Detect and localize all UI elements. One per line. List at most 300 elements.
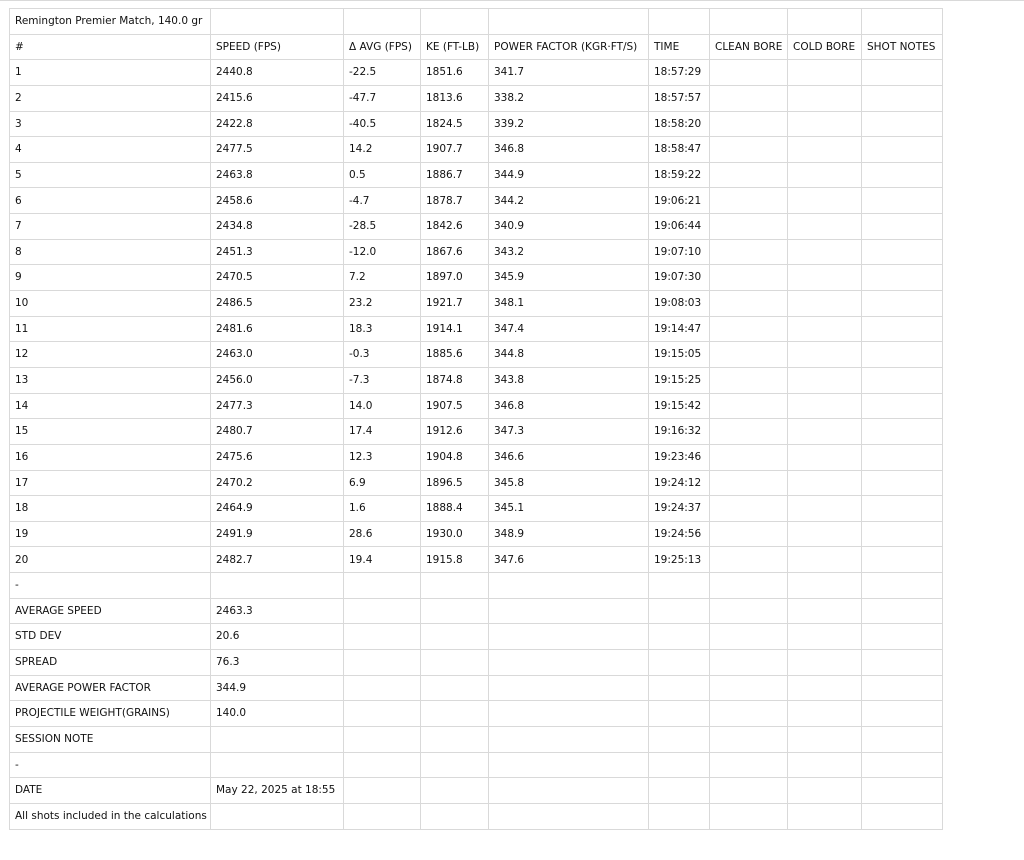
shot-notes-cell <box>862 393 943 419</box>
delta-avg-cell: 14.0 <box>344 393 421 419</box>
ke-cell: 1930.0 <box>421 521 489 547</box>
time-cell: 18:58:20 <box>649 111 710 137</box>
summary-label: SPREAD <box>10 650 211 676</box>
ke-cell: 1867.6 <box>421 239 489 265</box>
summary-label: AVERAGE SPEED <box>10 598 211 624</box>
delta-avg-cell: 0.5 <box>344 162 421 188</box>
cold-bore-cell <box>788 547 862 573</box>
power-factor-cell: 346.8 <box>489 393 649 419</box>
delta-avg-cell: 28.6 <box>344 521 421 547</box>
delta-avg-cell: -4.7 <box>344 188 421 214</box>
power-factor-cell: 345.8 <box>489 470 649 496</box>
summary-value: 344.9 <box>211 675 344 701</box>
empty-cell <box>489 598 649 624</box>
empty-cell <box>788 675 862 701</box>
shot-data-table <box>9 8 943 830</box>
ke-cell: 1896.5 <box>421 470 489 496</box>
shot-row <box>10 188 943 214</box>
empty-cell <box>421 650 489 676</box>
shot-row <box>10 162 943 188</box>
empty-cell <box>649 675 710 701</box>
empty-cell <box>649 573 710 599</box>
shot-number-cell: 15 <box>10 419 211 445</box>
empty-cell <box>421 803 489 829</box>
empty-cell <box>489 778 649 804</box>
shot-row <box>10 444 943 470</box>
delta-avg-cell: 7.2 <box>344 265 421 291</box>
shot-row <box>10 547 943 573</box>
delta-avg-cell: 6.9 <box>344 470 421 496</box>
delta-avg-cell: -28.5 <box>344 214 421 240</box>
shot-row <box>10 265 943 291</box>
power-factor-cell: 345.9 <box>489 265 649 291</box>
speed-cell: 2470.5 <box>211 265 344 291</box>
empty-cell <box>489 675 649 701</box>
empty-cell <box>862 726 943 752</box>
ke-cell: 1886.7 <box>421 162 489 188</box>
empty-cell <box>710 701 788 727</box>
empty-cell <box>710 726 788 752</box>
header-delta-avg: Δ AVG (FPS) <box>344 34 421 60</box>
header-clean-bore: CLEAN BORE <box>710 34 788 60</box>
shot-number-cell: 14 <box>10 393 211 419</box>
clean-bore-cell <box>710 393 788 419</box>
ke-cell: 1907.7 <box>421 137 489 163</box>
time-cell: 19:16:32 <box>649 419 710 445</box>
empty-cell <box>788 778 862 804</box>
power-factor-cell: 346.8 <box>489 137 649 163</box>
empty-cell <box>344 701 421 727</box>
empty-cell <box>421 598 489 624</box>
time-cell: 19:24:37 <box>649 496 710 522</box>
delta-avg-cell: -7.3 <box>344 367 421 393</box>
ke-cell: 1851.6 <box>421 60 489 86</box>
shot-notes-cell <box>862 85 943 111</box>
speed-cell: 2482.7 <box>211 547 344 573</box>
empty-cell <box>862 573 943 599</box>
empty-cell <box>862 778 943 804</box>
shot-number-cell: 17 <box>10 470 211 496</box>
empty-cell <box>489 650 649 676</box>
summary-row <box>10 726 943 752</box>
shot-row <box>10 496 943 522</box>
speed-cell: 2434.8 <box>211 214 344 240</box>
clean-bore-cell <box>710 444 788 470</box>
summary-label: - <box>10 752 211 778</box>
cold-bore-cell <box>788 85 862 111</box>
shot-number-cell: 18 <box>10 496 211 522</box>
ke-cell: 1878.7 <box>421 188 489 214</box>
clean-bore-cell <box>710 137 788 163</box>
summary-row <box>10 675 943 701</box>
time-cell: 18:58:47 <box>649 137 710 163</box>
empty-cell <box>788 752 862 778</box>
time-cell: 19:14:47 <box>649 316 710 342</box>
clean-bore-cell <box>710 188 788 214</box>
speed-cell: 2486.5 <box>211 291 344 317</box>
empty-cell <box>649 726 710 752</box>
empty-cell <box>489 701 649 727</box>
empty-cell <box>862 624 943 650</box>
summary-value: 2463.3 <box>211 598 344 624</box>
shot-row <box>10 85 943 111</box>
ke-cell: 1914.1 <box>421 316 489 342</box>
empty-cell <box>344 675 421 701</box>
shot-row <box>10 419 943 445</box>
empty-cell <box>710 598 788 624</box>
shot-number-cell: 11 <box>10 316 211 342</box>
summary-value <box>211 573 344 599</box>
shot-notes-cell <box>862 291 943 317</box>
empty-cell <box>862 752 943 778</box>
shot-notes-cell <box>862 342 943 368</box>
header-row <box>10 34 943 60</box>
speed-cell: 2475.6 <box>211 444 344 470</box>
summary-label: All shots included in the calculations <box>10 803 211 829</box>
clean-bore-cell <box>710 470 788 496</box>
summary-row <box>10 752 943 778</box>
shot-row <box>10 239 943 265</box>
speed-cell: 2477.5 <box>211 137 344 163</box>
empty-cell <box>344 598 421 624</box>
cold-bore-cell <box>788 444 862 470</box>
cold-bore-cell <box>788 214 862 240</box>
cold-bore-cell <box>788 367 862 393</box>
delta-avg-cell: 12.3 <box>344 444 421 470</box>
empty-cell <box>649 701 710 727</box>
cold-bore-cell <box>788 111 862 137</box>
clean-bore-cell <box>710 60 788 86</box>
shot-number-cell: 19 <box>10 521 211 547</box>
summary-row <box>10 650 943 676</box>
empty-cell <box>489 573 649 599</box>
header-time: TIME <box>649 34 710 60</box>
shot-notes-cell <box>862 419 943 445</box>
empty-cell <box>788 726 862 752</box>
time-cell: 19:25:13 <box>649 547 710 573</box>
shot-notes-cell <box>862 496 943 522</box>
clean-bore-cell <box>710 496 788 522</box>
shot-row <box>10 521 943 547</box>
summary-label: - <box>10 573 211 599</box>
cold-bore-cell <box>788 265 862 291</box>
time-cell: 19:24:12 <box>649 470 710 496</box>
shot-number-cell: 16 <box>10 444 211 470</box>
ke-cell: 1813.6 <box>421 85 489 111</box>
delta-avg-cell: -40.5 <box>344 111 421 137</box>
summary-value <box>211 726 344 752</box>
shot-number-cell: 13 <box>10 367 211 393</box>
empty-cell <box>421 573 489 599</box>
speed-cell: 2463.8 <box>211 162 344 188</box>
speed-cell: 2451.3 <box>211 239 344 265</box>
time-cell: 19:07:30 <box>649 265 710 291</box>
shot-row <box>10 367 943 393</box>
shot-notes-cell <box>862 137 943 163</box>
power-factor-cell: 344.9 <box>489 162 649 188</box>
empty-cell <box>649 752 710 778</box>
empty-cell <box>344 624 421 650</box>
empty-cell <box>489 752 649 778</box>
empty-cell <box>710 752 788 778</box>
time-cell: 19:06:21 <box>649 188 710 214</box>
clean-bore-cell <box>710 162 788 188</box>
shot-notes-cell <box>862 214 943 240</box>
shot-notes-cell <box>862 470 943 496</box>
clean-bore-cell <box>710 111 788 137</box>
summary-label: STD DEV <box>10 624 211 650</box>
shot-notes-cell <box>862 521 943 547</box>
empty-cell <box>710 573 788 599</box>
summary-value: 76.3 <box>211 650 344 676</box>
power-factor-cell: 347.6 <box>489 547 649 573</box>
speed-cell: 2463.0 <box>211 342 344 368</box>
empty-cell <box>489 803 649 829</box>
cold-bore-cell <box>788 188 862 214</box>
power-factor-cell: 339.2 <box>489 111 649 137</box>
empty-cell <box>788 624 862 650</box>
speed-cell: 2464.9 <box>211 496 344 522</box>
summary-row <box>10 701 943 727</box>
shot-number-cell: 12 <box>10 342 211 368</box>
shot-notes-cell <box>862 367 943 393</box>
power-factor-cell: 347.3 <box>489 419 649 445</box>
shot-notes-cell <box>862 60 943 86</box>
ke-cell: 1888.4 <box>421 496 489 522</box>
clean-bore-cell <box>710 239 788 265</box>
shot-row <box>10 393 943 419</box>
shot-row <box>10 291 943 317</box>
time-cell: 19:24:56 <box>649 521 710 547</box>
empty-cell <box>649 624 710 650</box>
shot-number-cell: 5 <box>10 162 211 188</box>
clean-bore-cell <box>710 367 788 393</box>
speed-cell: 2415.6 <box>211 85 344 111</box>
ke-cell: 1897.0 <box>421 265 489 291</box>
delta-avg-cell: -12.0 <box>344 239 421 265</box>
delta-avg-cell: 19.4 <box>344 547 421 573</box>
clean-bore-cell <box>710 214 788 240</box>
header-speed: SPEED (FPS) <box>211 34 344 60</box>
power-factor-cell: 343.2 <box>489 239 649 265</box>
clean-bore-cell <box>710 85 788 111</box>
ke-cell: 1904.8 <box>421 444 489 470</box>
power-factor-cell: 344.8 <box>489 342 649 368</box>
session-title: Remington Premier Match, 140.0 gr <box>10 9 211 35</box>
ke-cell: 1921.7 <box>421 291 489 317</box>
empty-cell <box>421 624 489 650</box>
clean-bore-cell <box>710 291 788 317</box>
time-cell: 19:07:10 <box>649 239 710 265</box>
ke-cell: 1824.5 <box>421 111 489 137</box>
shot-row <box>10 316 943 342</box>
speed-cell: 2491.9 <box>211 521 344 547</box>
clean-bore-cell <box>710 419 788 445</box>
empty-cell <box>421 675 489 701</box>
shot-notes-cell <box>862 265 943 291</box>
power-factor-cell: 340.9 <box>489 214 649 240</box>
clean-bore-cell <box>710 521 788 547</box>
shot-notes-cell <box>862 239 943 265</box>
empty-cell <box>344 650 421 676</box>
delta-avg-cell: 14.2 <box>344 137 421 163</box>
speed-cell: 2440.8 <box>211 60 344 86</box>
shot-row <box>10 342 943 368</box>
clean-bore-cell <box>710 547 788 573</box>
time-cell: 18:57:57 <box>649 85 710 111</box>
header-kinetic-energy: KE (FT-LB) <box>421 34 489 60</box>
summary-label: DATE <box>10 778 211 804</box>
speed-cell: 2456.0 <box>211 367 344 393</box>
time-cell: 19:15:05 <box>649 342 710 368</box>
shot-number-cell: 1 <box>10 60 211 86</box>
summary-label: SESSION NOTE <box>10 726 211 752</box>
cold-bore-cell <box>788 291 862 317</box>
shot-notes-cell <box>862 547 943 573</box>
power-factor-cell: 343.8 <box>489 367 649 393</box>
power-factor-cell: 347.4 <box>489 316 649 342</box>
power-factor-cell: 344.2 <box>489 188 649 214</box>
clean-bore-cell <box>710 265 788 291</box>
cold-bore-cell <box>788 521 862 547</box>
delta-avg-cell: 17.4 <box>344 419 421 445</box>
empty-cell <box>710 624 788 650</box>
empty-cell <box>788 650 862 676</box>
empty-cell <box>344 573 421 599</box>
shot-number-cell: 10 <box>10 291 211 317</box>
empty-cell <box>421 752 489 778</box>
cold-bore-cell <box>788 419 862 445</box>
ke-cell: 1912.6 <box>421 419 489 445</box>
speed-cell: 2458.6 <box>211 188 344 214</box>
ke-cell: 1907.5 <box>421 393 489 419</box>
empty-cell <box>788 701 862 727</box>
top-divider <box>0 0 1024 1</box>
empty-cell <box>344 778 421 804</box>
empty-cell <box>862 650 943 676</box>
empty-cell <box>649 598 710 624</box>
cold-bore-cell <box>788 162 862 188</box>
speed-cell: 2481.6 <box>211 316 344 342</box>
shot-row <box>10 214 943 240</box>
empty-cell <box>862 803 943 829</box>
empty-cell <box>344 803 421 829</box>
summary-row <box>10 624 943 650</box>
cold-bore-cell <box>788 60 862 86</box>
shot-number-cell: 4 <box>10 137 211 163</box>
empty-cell <box>710 675 788 701</box>
delta-avg-cell: -0.3 <box>344 342 421 368</box>
shot-notes-cell <box>862 316 943 342</box>
empty-cell <box>649 803 710 829</box>
cold-bore-cell <box>788 239 862 265</box>
speed-cell: 2477.3 <box>211 393 344 419</box>
power-factor-cell: 348.9 <box>489 521 649 547</box>
cold-bore-cell <box>788 470 862 496</box>
summary-value: 140.0 <box>211 701 344 727</box>
summary-row <box>10 573 943 599</box>
empty-cell <box>649 778 710 804</box>
header-shot-notes: SHOT NOTES <box>862 34 943 60</box>
speed-cell: 2480.7 <box>211 419 344 445</box>
empty-cell <box>788 573 862 599</box>
empty-cell <box>862 675 943 701</box>
header-shot-number: # <box>10 34 211 60</box>
time-cell: 18:57:29 <box>649 60 710 86</box>
shot-row <box>10 60 943 86</box>
shot-notes-cell <box>862 162 943 188</box>
shot-number-cell: 8 <box>10 239 211 265</box>
shot-number-cell: 7 <box>10 214 211 240</box>
time-cell: 18:59:22 <box>649 162 710 188</box>
empty-cell <box>489 624 649 650</box>
shot-number-cell: 6 <box>10 188 211 214</box>
empty-cell <box>649 650 710 676</box>
ke-cell: 1915.8 <box>421 547 489 573</box>
cold-bore-cell <box>788 496 862 522</box>
power-factor-cell: 341.7 <box>489 60 649 86</box>
delta-avg-cell: 18.3 <box>344 316 421 342</box>
empty-cell <box>788 803 862 829</box>
empty-cell <box>862 598 943 624</box>
power-factor-cell: 338.2 <box>489 85 649 111</box>
delta-avg-cell: -47.7 <box>344 85 421 111</box>
summary-value <box>211 752 344 778</box>
summary-row <box>10 803 943 829</box>
shot-number-cell: 9 <box>10 265 211 291</box>
empty-cell <box>862 701 943 727</box>
cold-bore-cell <box>788 393 862 419</box>
clean-bore-cell <box>710 342 788 368</box>
time-cell: 19:08:03 <box>649 291 710 317</box>
shot-number-cell: 20 <box>10 547 211 573</box>
summary-label: PROJECTILE WEIGHT(GRAINS) <box>10 701 211 727</box>
power-factor-cell: 345.1 <box>489 496 649 522</box>
empty-cell <box>710 650 788 676</box>
cold-bore-cell <box>788 137 862 163</box>
power-factor-cell: 346.6 <box>489 444 649 470</box>
power-factor-cell: 348.1 <box>489 291 649 317</box>
time-cell: 19:15:42 <box>649 393 710 419</box>
cold-bore-cell <box>788 342 862 368</box>
empty-cell <box>421 701 489 727</box>
cold-bore-cell <box>788 316 862 342</box>
time-cell: 19:23:46 <box>649 444 710 470</box>
delta-avg-cell: 23.2 <box>344 291 421 317</box>
title-row <box>10 9 943 35</box>
shot-number-cell: 3 <box>10 111 211 137</box>
shot-row <box>10 470 943 496</box>
delta-avg-cell: 1.6 <box>344 496 421 522</box>
empty-cell <box>710 803 788 829</box>
header-cold-bore: COLD BORE <box>788 34 862 60</box>
shot-number-cell: 2 <box>10 85 211 111</box>
empty-cell <box>344 752 421 778</box>
shot-notes-cell <box>862 111 943 137</box>
time-cell: 19:06:44 <box>649 214 710 240</box>
ke-cell: 1874.8 <box>421 367 489 393</box>
summary-row <box>10 778 943 804</box>
summary-value: May 22, 2025 at 18:55 <box>211 778 344 804</box>
empty-cell <box>710 778 788 804</box>
header-power-factor: POWER FACTOR (KGR·FT/S) <box>489 34 649 60</box>
summary-label: AVERAGE POWER FACTOR <box>10 675 211 701</box>
speed-cell: 2470.2 <box>211 470 344 496</box>
empty-cell <box>788 598 862 624</box>
empty-cell <box>489 726 649 752</box>
clean-bore-cell <box>710 316 788 342</box>
delta-avg-cell: -22.5 <box>344 60 421 86</box>
